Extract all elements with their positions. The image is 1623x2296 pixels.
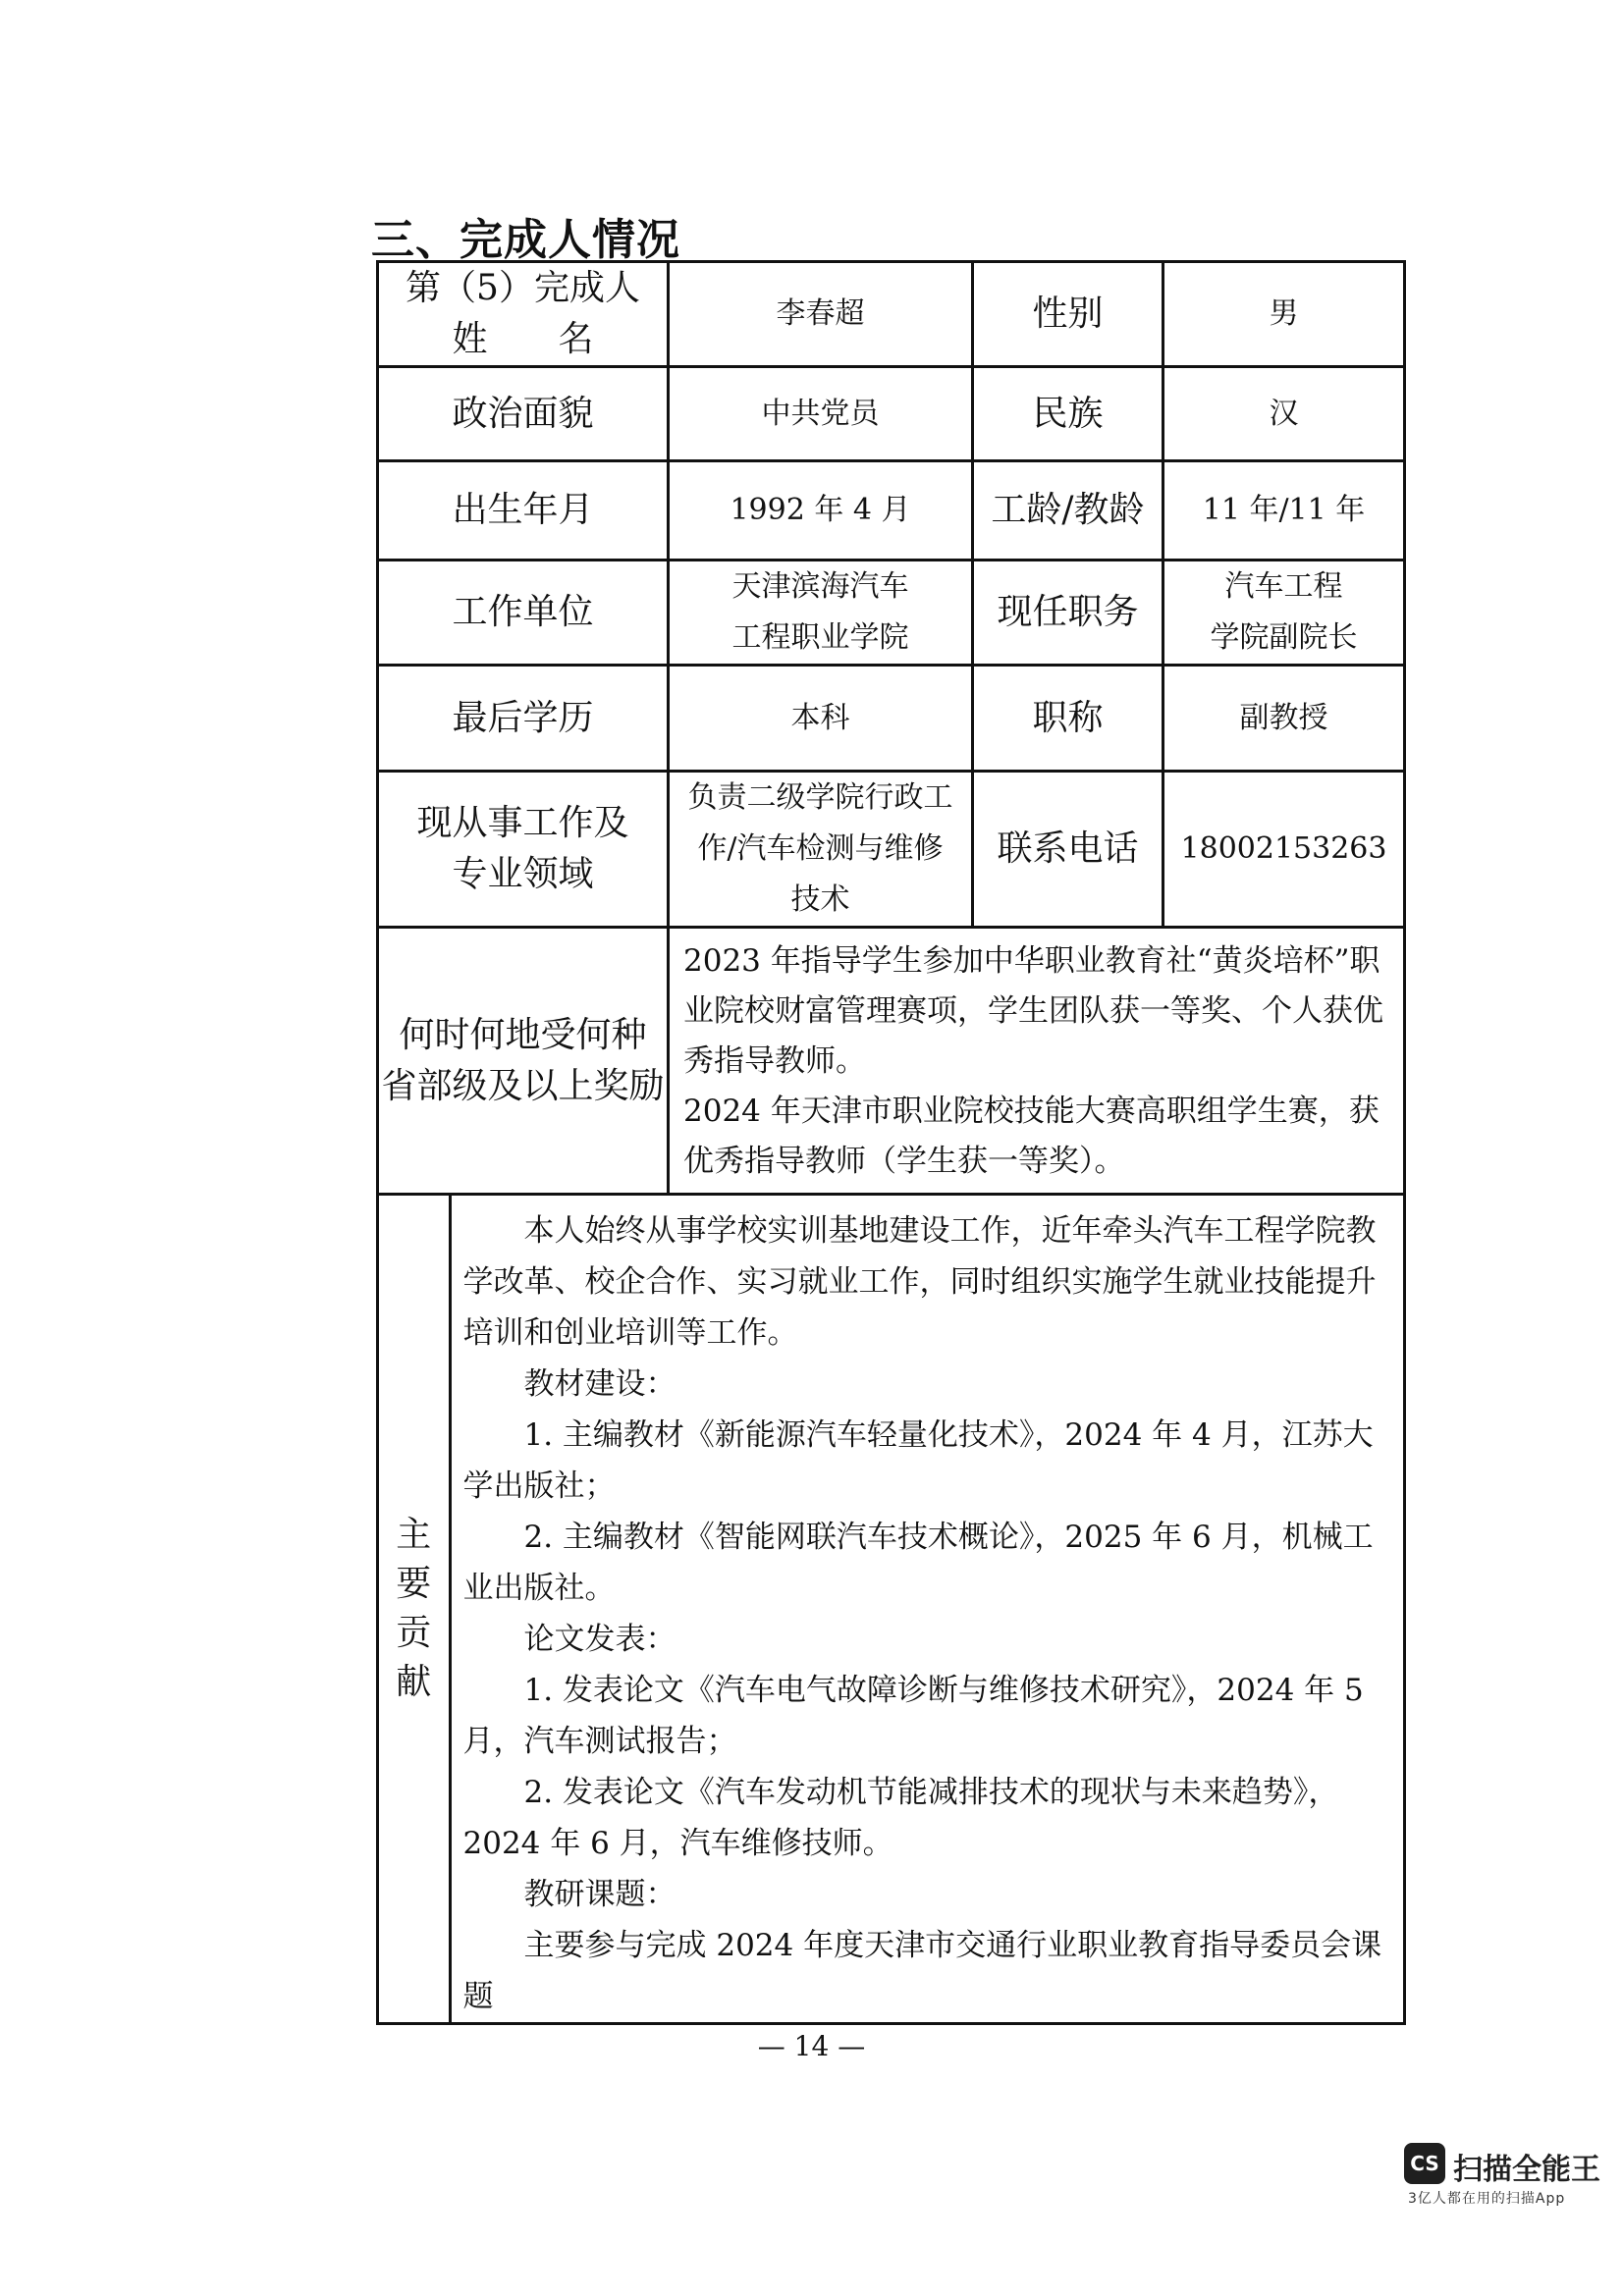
contribution-paper-2: 2. 发表论文《汽车发动机节能减排技术的现状与未来趋势》，2024 年 6 月，汽车维修技师。 — [462, 1775, 1339, 1861]
position-value-line2: 学院副院长 — [1210, 620, 1358, 655]
contribution-label-char-3: 贡 — [396, 1613, 432, 1653]
watermark-tagline: 3亿人都在用的扫描App — [1408, 2191, 1566, 2207]
row-awards — [378, 928, 1405, 1195]
contribution-label-char-4: 献 — [396, 1662, 432, 1702]
field-label-line1: 现从事工作及 — [416, 803, 629, 843]
education-value: 本科 — [669, 666, 973, 772]
name-label-line1: 第（5）完成人 — [406, 268, 640, 308]
contribution-inner-table — [379, 1196, 1403, 2022]
row-birth — [378, 461, 1405, 561]
contribution-textbook-2: 2. 主编教材《智能网联汽车技术概论》，2025 年 6 月，机械工业出版社。 — [462, 1520, 1374, 1606]
row-field — [378, 772, 1405, 928]
awards-label-cell — [378, 928, 669, 1195]
ethnicity-label: 民族 — [973, 367, 1163, 461]
name-value: 李春超 — [669, 262, 973, 367]
seniority-value: 11 年/11 年 — [1163, 461, 1405, 561]
row-unit — [378, 561, 1405, 666]
field-value-line2: 作/汽车检测与维修 — [697, 831, 944, 866]
field-label-line2: 专业领域 — [452, 854, 594, 894]
row-contribution — [378, 1195, 1405, 2024]
name-label-cell — [378, 262, 669, 367]
row-education — [378, 666, 1405, 772]
gender-label: 性别 — [973, 262, 1163, 367]
title-value: 副教授 — [1163, 666, 1405, 772]
contribution-paper-1: 1. 发表论文《汽车电气故障诊断与维修技术研究》，2024 年 5 月，汽车测试报告； — [462, 1673, 1364, 1759]
contribution-content — [450, 1196, 1403, 2022]
contribution-heading-textbooks: 教材建设： — [523, 1366, 676, 1402]
awards-value-cell — [669, 928, 1405, 1195]
name-label-line2: 姓 名 — [452, 319, 594, 359]
watermark-app-name: 扫描全能王 — [1453, 2153, 1600, 2187]
field-value-cell — [669, 772, 973, 928]
contribution-label-cell — [379, 1196, 450, 2022]
unit-value-line1: 天津滨海汽车 — [731, 569, 909, 604]
contribution-paragraph-1: 本人始终从事学校实训基地建设工作，近年牵头汽车工程学院教学改革、校企合作、实习就业工作，同时组织实施学生就业技能提升培训和创业培训等工作。 — [462, 1213, 1377, 1351]
contribution-research-1: 主要参与完成 2024 年度天津市交通行业职业教育指导委员会课题 — [462, 1928, 1382, 2014]
field-value-line3: 技术 — [790, 882, 850, 917]
political-label: 政治面貌 — [378, 367, 669, 461]
contribution-label-char-2: 要 — [396, 1564, 432, 1604]
phone-value: 18002153263 — [1163, 772, 1405, 928]
field-label-cell — [378, 772, 669, 928]
position-value-cell — [1163, 561, 1405, 666]
award-paragraph-2: 2024 年天津市职业院校技能大赛高职组学生赛，获优秀指导教师（学生获一等奖）。 — [683, 1094, 1380, 1179]
contribution-textbook-1: 1. 主编教材《新能源汽车轻量化技术》，2024 年 4 月，江苏大学出版社； — [462, 1417, 1374, 1504]
scanner-watermark — [1404, 2143, 1600, 2206]
birth-value: 1992 年 4 月 — [669, 461, 973, 561]
page-number: — 14 — — [757, 2030, 866, 2062]
contribution-heading-research: 教研课题： — [523, 1877, 676, 1912]
field-value-line1: 负责二级学院行政工 — [687, 780, 953, 815]
title-label: 职称 — [973, 666, 1163, 772]
seniority-label: 工龄/教龄 — [973, 461, 1163, 561]
political-value: 中共党员 — [669, 367, 973, 461]
awards-label-line2: 省部级及以上奖励 — [381, 1065, 665, 1106]
birth-label: 出生年月 — [378, 461, 669, 561]
unit-label: 工作单位 — [378, 561, 669, 666]
ethnicity-value: 汉 — [1163, 367, 1405, 461]
gender-value: 男 — [1163, 262, 1405, 367]
row-political — [378, 367, 1405, 461]
unit-value-line2: 工程职业学院 — [731, 620, 909, 655]
contribution-label-char-1: 主 — [396, 1515, 432, 1555]
education-label: 最后学历 — [378, 666, 669, 772]
phone-label: 联系电话 — [973, 772, 1163, 928]
row-name — [378, 262, 1405, 367]
contribution-heading-papers: 论文发表： — [523, 1622, 676, 1657]
position-label: 现任职务 — [973, 561, 1163, 666]
unit-value-cell — [669, 561, 973, 666]
completer-info-table — [376, 260, 1406, 2025]
section-heading: 三、完成人情况 — [371, 215, 680, 265]
contribution-outer-cell — [378, 1195, 1405, 2024]
camscanner-logo-icon: CS — [1404, 2143, 1445, 2184]
award-paragraph-1: 2023 年指导学生参加中华职业教育社“黄炎培杯”职业院校财富管理赛项，学生团队获一等奖、个人获优秀指导教师。 — [683, 943, 1383, 1079]
awards-label-line1: 何时何地受何种 — [399, 1014, 647, 1055]
position-value-line1: 汽车工程 — [1224, 569, 1343, 604]
